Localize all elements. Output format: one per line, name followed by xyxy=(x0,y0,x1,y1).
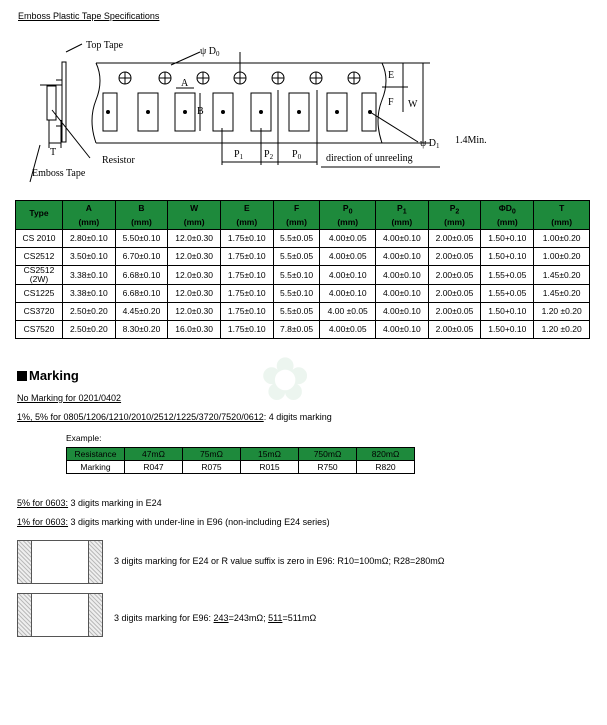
spec-value-cell: 7.8±0.05 xyxy=(273,321,320,339)
spec-value-cell: 1.75±0.10 xyxy=(220,303,273,321)
spec-table-row xyxy=(16,230,590,248)
chip-terminal-left xyxy=(18,541,32,583)
spec-value-cell: 1.00±0.20 xyxy=(534,248,590,266)
spec-value-cell: 2.00±0.05 xyxy=(428,285,481,303)
spec-type-cell: CS2512 xyxy=(16,248,63,266)
marking-code-cell: R820 xyxy=(357,461,415,474)
dim-f-label: F xyxy=(388,97,394,108)
chip-terminal-right xyxy=(88,541,102,583)
chip-terminal-left xyxy=(18,594,32,636)
spec-value-cell: 5.5±0.05 xyxy=(273,248,320,266)
e96-marking-note: 1% for 0603: 3 digits marking with under-line in E96 (non-including E24 series) xyxy=(17,517,330,527)
spec-value-cell: 4.45±0.20 xyxy=(115,303,168,321)
spec-value-cell: 12.0±0.30 xyxy=(168,248,221,266)
tape-spec-table xyxy=(15,200,590,339)
pockets xyxy=(103,93,376,131)
resistance-value-cell: 47mΩ xyxy=(125,448,183,461)
spec-value-cell: 1.75±0.10 xyxy=(220,285,273,303)
spec-value-cell: 5.5±0.10 xyxy=(273,285,320,303)
marking-row xyxy=(67,461,415,474)
spec-value-cell: 1.55+0.05 xyxy=(481,266,534,285)
spec-value-cell: 1.20 ±0.20 xyxy=(534,303,590,321)
marking-code-cell: R750 xyxy=(299,461,357,474)
four-digit-marking-note: 1%, 5% for 0805/1206/1210/2010/2512/1225/3720/7520/0612: 4 digits marking xyxy=(17,412,332,422)
dim-w-label: W xyxy=(408,99,418,110)
tape-body xyxy=(92,63,386,143)
d1-min-label: 1.4Min. xyxy=(455,135,487,146)
spec-column-header: $P_0$ (mm) xyxy=(320,201,376,230)
spec-value-cell: 4.00±0.05 xyxy=(320,230,376,248)
chip-terminal-right xyxy=(88,594,102,636)
spec-value-cell: 4.00 ±0.05 xyxy=(320,303,376,321)
spec-value-cell: 12.0±0.30 xyxy=(168,230,221,248)
spec-column-header: T (mm) xyxy=(534,201,590,230)
spec-value-cell: 12.0±0.30 xyxy=(168,303,221,321)
spec-value-cell: 1.50+0.10 xyxy=(481,230,534,248)
spec-value-cell: 1.50+0.10 xyxy=(481,321,534,339)
spec-column-header: $P_1$ (mm) xyxy=(376,201,429,230)
spec-value-cell: 6.70±0.10 xyxy=(115,248,168,266)
spec-column-header: W (mm) xyxy=(168,201,221,230)
marking-example-table xyxy=(66,447,415,474)
spec-value-cell: 2.00±0.05 xyxy=(428,266,481,285)
dim-e-label: E xyxy=(388,70,395,81)
spec-column-header: $P_2$ (mm) xyxy=(428,201,481,230)
spec-value-cell: 12.0±0.30 xyxy=(168,266,221,285)
spec-value-cell: 5.5±0.05 xyxy=(273,230,320,248)
spec-value-cell: 6.68±0.10 xyxy=(115,266,168,285)
spec-value-cell: 5.5±0.10 xyxy=(273,266,320,285)
chip-e96-illustration xyxy=(17,593,103,637)
spec-value-cell: 1.75±0.10 xyxy=(220,248,273,266)
dim-b-label: B xyxy=(197,106,204,117)
resistance-row xyxy=(67,448,415,461)
spec-value-cell: 4.00±0.10 xyxy=(376,248,429,266)
resistance-value-cell: 15mΩ xyxy=(241,448,299,461)
spec-value-cell: 4.00±0.10 xyxy=(320,285,376,303)
spec-value-cell: 4.00±0.10 xyxy=(376,303,429,321)
spec-value-cell: 1.45±0.20 xyxy=(534,285,590,303)
d0-label: ψ $D_0$ xyxy=(200,46,220,58)
emboss-tape-label: Emboss Tape xyxy=(32,168,86,179)
spec-type-cell: CS2512 (2W) xyxy=(16,266,63,285)
spec-value-cell: 2.80±0.10 xyxy=(63,230,116,248)
marking-heading: Marking xyxy=(17,368,79,383)
resistance-value-cell: 750mΩ xyxy=(299,448,357,461)
example-label: Example: xyxy=(66,433,102,443)
marking-code-cell: R047 xyxy=(125,461,183,474)
page-title: Emboss Plastic Tape Specifications xyxy=(18,11,160,21)
spec-column-header: E (mm) xyxy=(220,201,273,230)
spec-value-cell: 5.5±0.05 xyxy=(273,303,320,321)
resistance-value-cell: 820mΩ xyxy=(357,448,415,461)
resistance-header: Resistance xyxy=(67,448,125,461)
spec-value-cell: 2.50±0.20 xyxy=(63,321,116,339)
spec-type-cell: CS 2010 xyxy=(16,230,63,248)
marking-code-cell: R015 xyxy=(241,461,299,474)
e24-marking-note: 5% for 0603: 3 digits marking in E24 xyxy=(17,498,162,508)
spec-table-row xyxy=(16,285,590,303)
spec-value-cell: 2.00±0.05 xyxy=(428,230,481,248)
spec-type-cell: CS7520 xyxy=(16,321,63,339)
spec-value-cell: 2.50±0.20 xyxy=(63,303,116,321)
spec-value-cell: 4.00±0.05 xyxy=(320,321,376,339)
spec-table-row xyxy=(16,303,590,321)
spec-value-cell: 2.00±0.05 xyxy=(428,303,481,321)
dim-p1-label: $P_1$ xyxy=(234,149,244,161)
chip-e24-illustration xyxy=(17,540,103,584)
spec-value-cell: 1.75±0.10 xyxy=(220,266,273,285)
spec-table-row xyxy=(16,266,590,285)
spec-value-cell: 1.45±0.20 xyxy=(534,266,590,285)
marking-code-cell: R075 xyxy=(183,461,241,474)
spec-value-cell: 1.75±0.10 xyxy=(220,230,273,248)
spec-column-header: Type xyxy=(16,201,63,230)
square-bullet-icon xyxy=(17,371,27,381)
spec-type-cell: CS3720 xyxy=(16,303,63,321)
spec-value-cell: 8.30±0.20 xyxy=(115,321,168,339)
tape-side-view xyxy=(40,62,66,142)
spec-value-cell: 3.50±0.10 xyxy=(63,248,116,266)
marking-header: Marking xyxy=(67,461,125,474)
sprocket-holes xyxy=(119,72,360,84)
spec-value-cell: 3.38±0.10 xyxy=(63,285,116,303)
spec-value-cell: 4.00±0.05 xyxy=(320,248,376,266)
chip-e96-caption: 3 digits marking for E96: 243=243mΩ; 511=511mΩ xyxy=(114,613,317,623)
dim-t-label: T xyxy=(50,147,57,158)
spec-value-cell: 16.0±0.30 xyxy=(168,321,221,339)
spec-value-cell: 2.00±0.05 xyxy=(428,321,481,339)
spec-value-cell: 5.50±0.10 xyxy=(115,230,168,248)
spec-value-cell: 4.00±0.10 xyxy=(376,285,429,303)
spec-type-cell: CS1225 xyxy=(16,285,63,303)
spec-value-cell: 1.20 ±0.20 xyxy=(534,321,590,339)
no-marking-note: No Marking for 0201/0402 xyxy=(17,393,122,403)
spec-value-cell: 3.38±0.10 xyxy=(63,266,116,285)
spec-value-cell: 1.50+0.10 xyxy=(481,303,534,321)
spec-value-cell: 4.00±0.10 xyxy=(376,321,429,339)
spec-value-cell: 1.50+0.10 xyxy=(481,248,534,266)
dim-p2-label: $P_2$ xyxy=(264,149,274,161)
spec-table-row xyxy=(16,321,590,339)
spec-value-cell: 2.00±0.05 xyxy=(428,248,481,266)
spec-value-cell: 1.75±0.10 xyxy=(220,321,273,339)
chip-e24-caption: 3 digits marking for E24 or R value suffix is zero in E96: R10=100mΩ; R28=280mΩ xyxy=(114,556,445,566)
spec-value-cell: 1.00±0.20 xyxy=(534,230,590,248)
spec-value-cell: 4.00±0.10 xyxy=(376,266,429,285)
spec-value-cell: 1.55+0.05 xyxy=(481,285,534,303)
watermark-logo: ✿ xyxy=(260,346,311,413)
spec-value-cell: 4.00±0.10 xyxy=(320,266,376,285)
spec-table-row xyxy=(16,248,590,266)
d1-label: ψ $D_1$ xyxy=(420,138,440,150)
spec-table-header-row xyxy=(16,201,590,230)
spec-value-cell: 4.00±0.10 xyxy=(376,230,429,248)
dim-a-label: A xyxy=(181,78,189,89)
spec-value-cell: 6.68±0.10 xyxy=(115,285,168,303)
direction-label: direction of unreeling xyxy=(326,153,413,164)
resistor-label: Resistor xyxy=(102,155,135,166)
dim-p0-label: $P_0$ xyxy=(292,149,302,161)
spec-column-header: $\Phi D_0$ (mm) xyxy=(481,201,534,230)
spec-column-header: B (mm) xyxy=(115,201,168,230)
resistance-value-cell: 75mΩ xyxy=(183,448,241,461)
spec-column-header: A (mm) xyxy=(63,201,116,230)
spec-column-header: F (mm) xyxy=(273,201,320,230)
spec-value-cell: 12.0±0.30 xyxy=(168,285,221,303)
top-tape-label: Top Tape xyxy=(86,40,124,51)
emboss-tape-diagram xyxy=(0,30,607,190)
